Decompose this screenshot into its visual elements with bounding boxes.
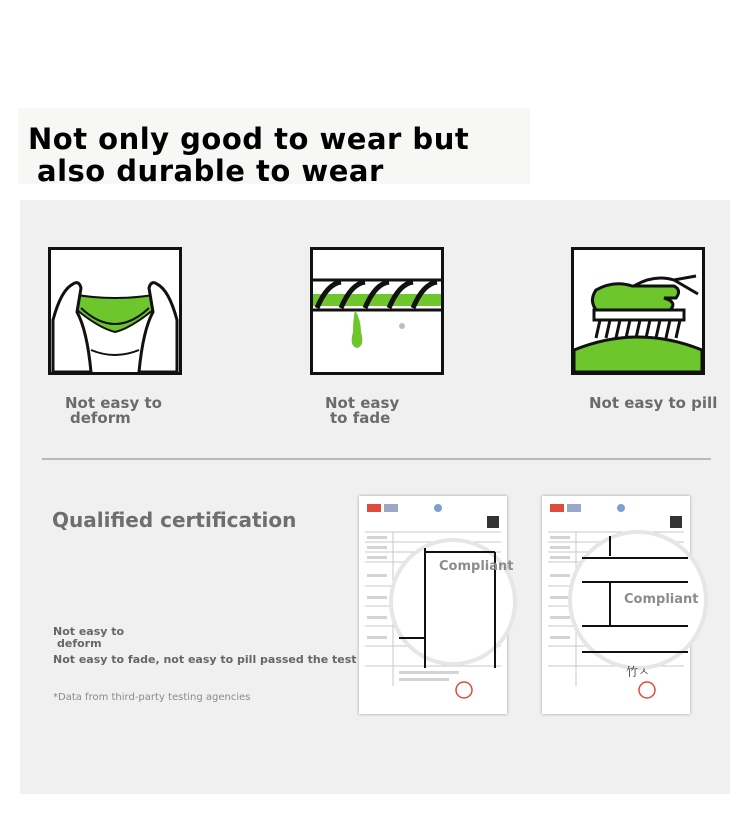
svg-text:竹ㅅ: 竹ㅅ <box>626 665 650 679</box>
headline-banner <box>18 108 530 188</box>
feature-label-fade: Not easy to fade <box>325 394 400 427</box>
cert-line-deform-b: deform <box>57 637 102 650</box>
certification-title: Qualified certification <box>52 508 297 532</box>
feature-label-deform: Not easy to deform <box>65 394 162 427</box>
features-panel <box>20 200 730 794</box>
third-party-note: *Data from third-party testing agencies <box>53 692 251 703</box>
stretch-hands-icon <box>48 247 182 375</box>
cert-line-fade-pill: Not easy to fade, not easy to pill passed the test <box>53 653 357 666</box>
compliant-stamp-1: Compliant <box>439 559 514 574</box>
test-report-document-2 <box>542 496 699 714</box>
compliant-stamp-2: Compliant <box>624 592 699 607</box>
brush-pilling-icon <box>571 247 705 375</box>
feature-label-pill: Not easy to pill <box>589 394 718 412</box>
headline-line-1: Not only good to wear but <box>28 122 470 156</box>
cert-line-deform-a: Not easy to <box>53 625 125 638</box>
test-report-document-1 <box>359 496 514 714</box>
rope-drip-icon <box>310 247 444 375</box>
section-divider <box>42 458 711 460</box>
headline-line-2: also durable to wear <box>37 154 384 188</box>
